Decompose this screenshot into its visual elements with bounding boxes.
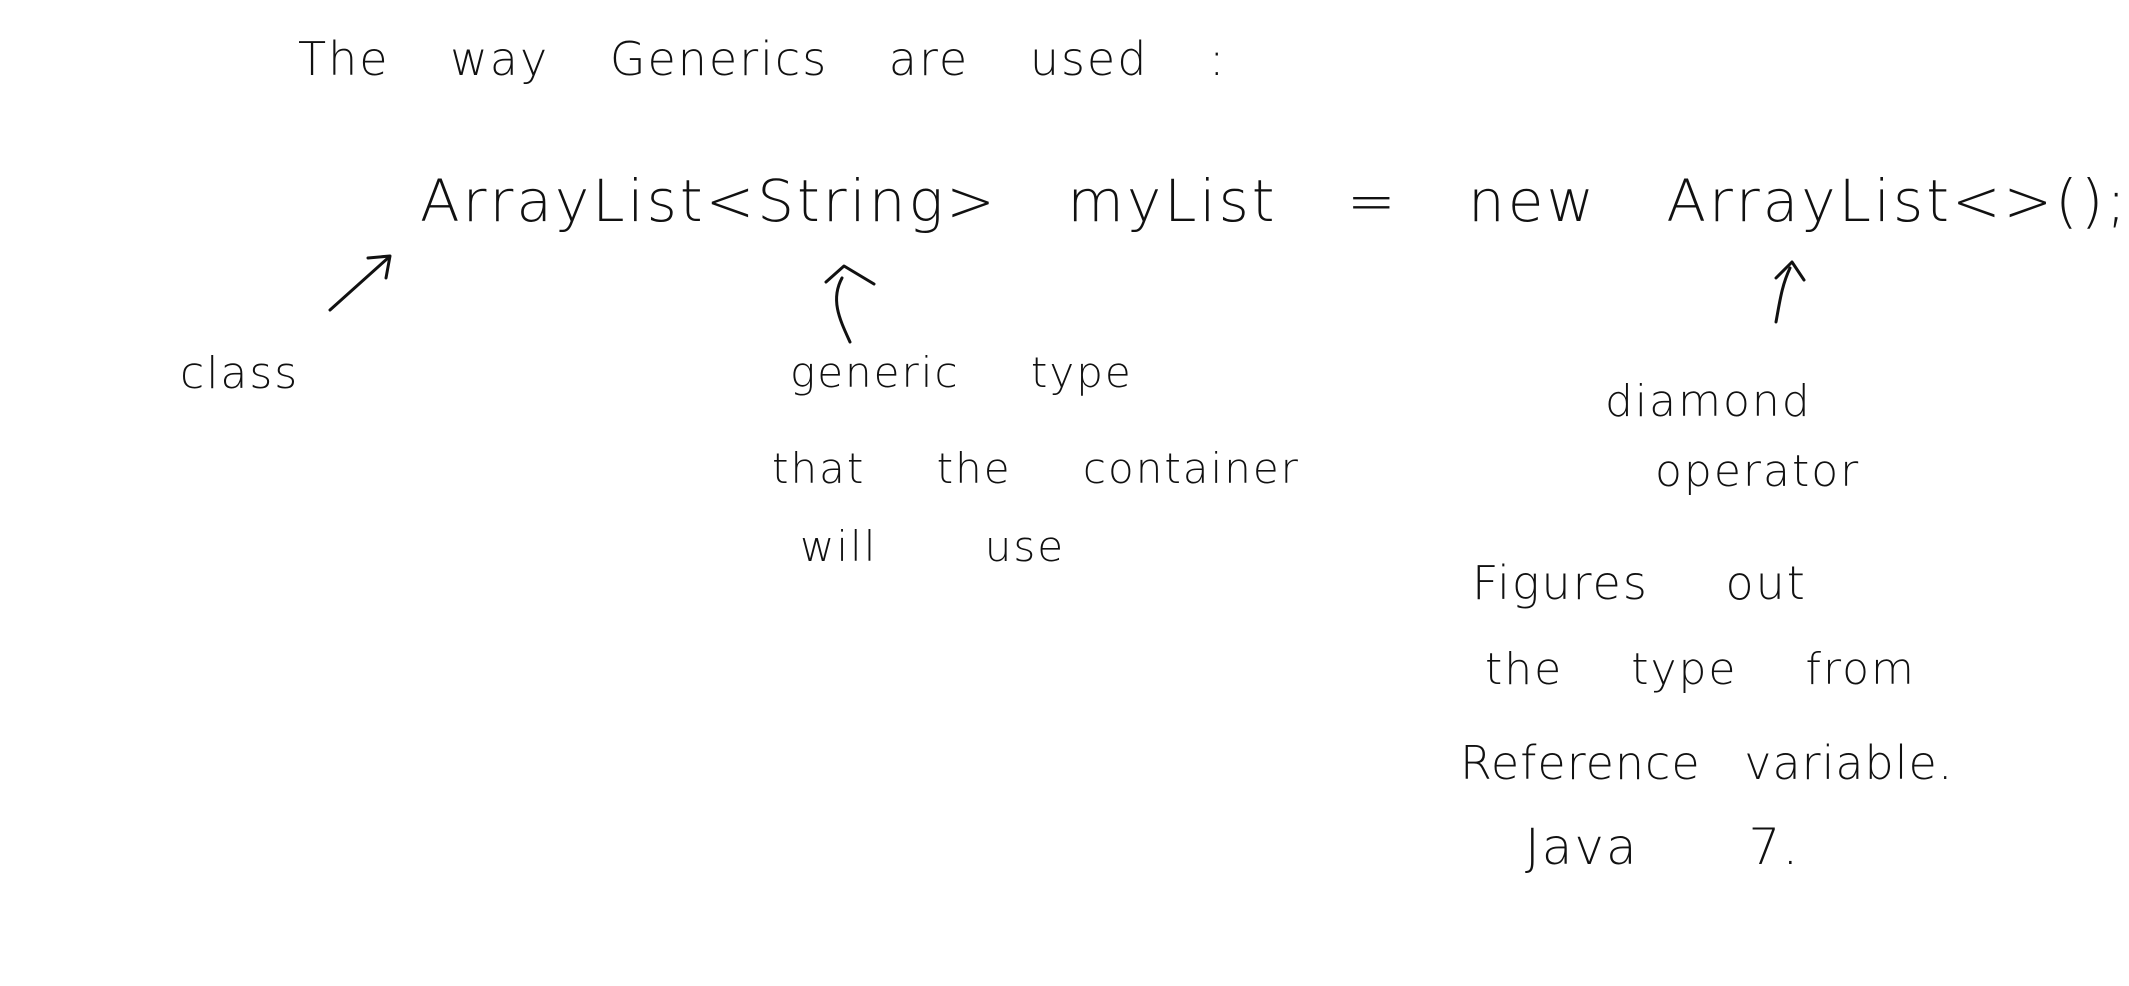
note-line-3: Reference variable. bbox=[1460, 736, 1954, 790]
code-line: ArrayList<String> myList = new ArrayList<>(); bbox=[420, 167, 2129, 235]
diamond-arrow-icon bbox=[1776, 262, 1804, 322]
generic-type-label-line-3: will use bbox=[800, 522, 1066, 571]
whiteboard-title: The way Generics are used : bbox=[298, 32, 1227, 86]
note-line-1: Figures out bbox=[1472, 556, 1807, 610]
note-line-2: the type from bbox=[1485, 644, 1916, 695]
generic-type-arrow-icon bbox=[826, 266, 874, 342]
diamond-operator-label-line-1: diamond bbox=[1605, 376, 1812, 427]
class-arrow-icon bbox=[330, 256, 390, 310]
diamond-operator-label-line-2: operator bbox=[1655, 446, 1861, 497]
class-label: class bbox=[180, 348, 300, 399]
generic-type-label-line-1: generic type bbox=[790, 348, 1133, 397]
note-line-4: Java 7. bbox=[1525, 818, 1801, 876]
generic-type-label-line-2: that the container bbox=[772, 444, 1300, 493]
